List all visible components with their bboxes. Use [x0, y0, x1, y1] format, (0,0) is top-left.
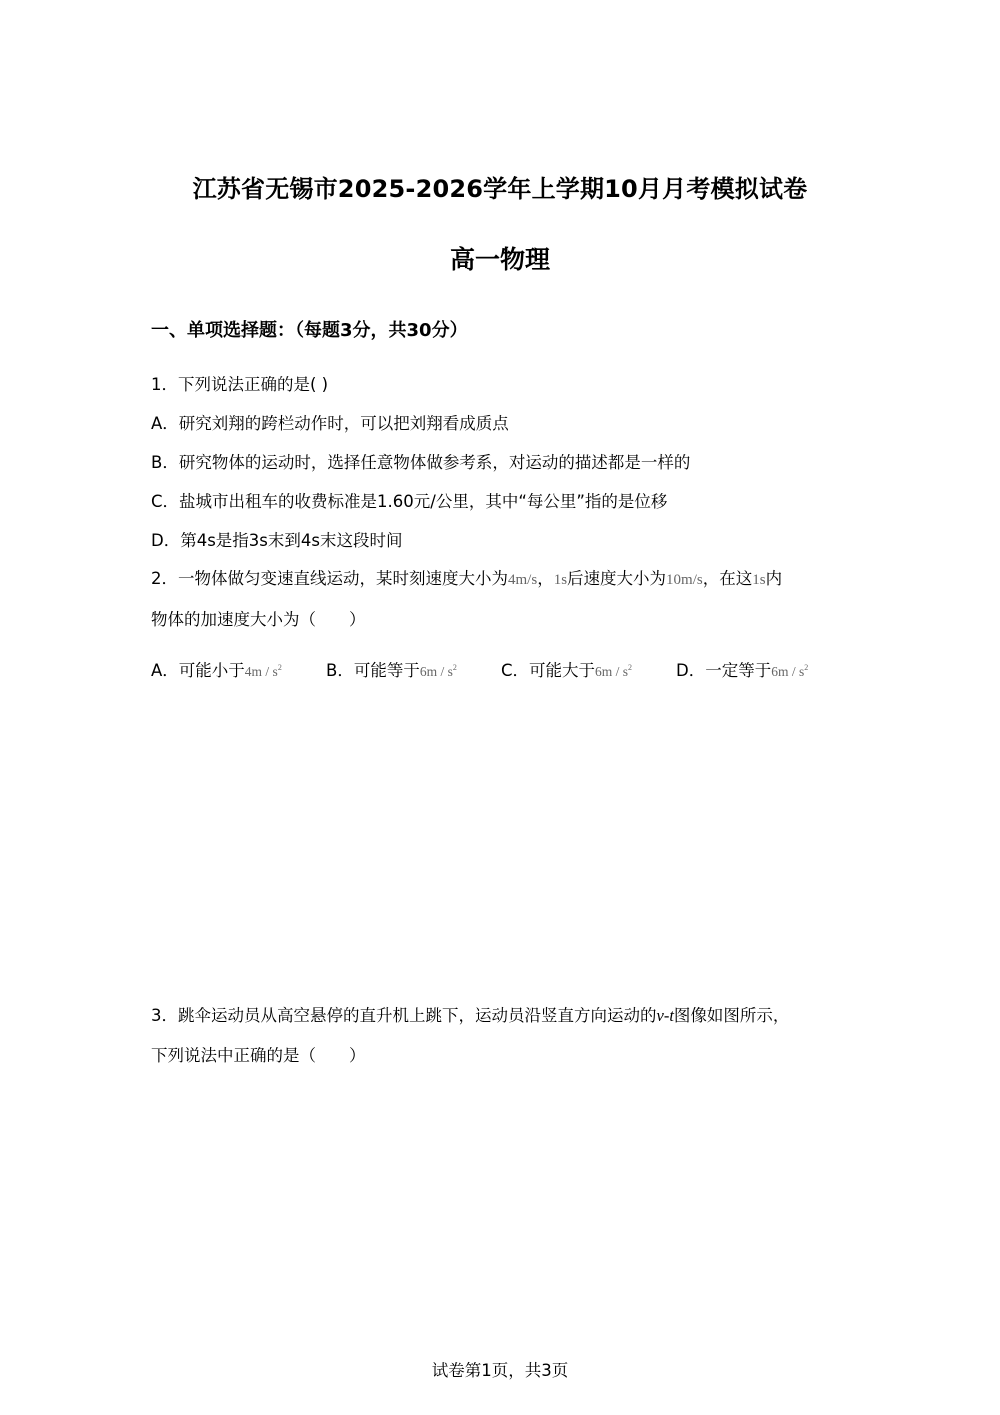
q2-option-c	[501, 657, 676, 681]
q3-stem-text2: 图像如图所示，	[673, 1006, 790, 1025]
q2-option-a-value: $4m / s^2$	[244, 663, 282, 679]
q3-stem-line2: 下列说法中正确的是（ ）	[151, 1046, 366, 1065]
q1-option-a: A．研究刘翔的跨栏动作时，可以把刘翔看成质点	[151, 414, 509, 433]
q2-option-c-value: $6m / s^2$	[595, 663, 633, 679]
q2-option-b-label: B．可能等于	[326, 661, 420, 680]
q2-option-d	[676, 657, 808, 681]
q3-vt-symbol: v-t	[656, 1006, 674, 1025]
q1-stem: 1．下列说法正确的是( )	[151, 375, 329, 394]
q2-initial-velocity: 4m/s	[508, 572, 538, 588]
q2-stem-text3: ，在这	[702, 569, 753, 588]
q2-comma: ，	[537, 569, 554, 588]
q2-option-a	[151, 657, 326, 681]
q2-stem-line1	[151, 565, 782, 589]
q2-stem-text2: 后速度大小为	[567, 569, 667, 588]
q2-final-velocity: 10m/s	[666, 572, 703, 588]
q2-option-c-label: C．可能大于	[501, 661, 596, 680]
q2-options	[151, 657, 808, 681]
q2-option-b-value: $6m / s^2$	[419, 663, 457, 679]
q2-option-d-value: $6m / s^2$	[771, 663, 809, 679]
q2-time: 1s	[553, 572, 568, 588]
q2-option-b	[326, 657, 501, 681]
q2-time2: 1s	[752, 572, 766, 588]
page-footer: 试卷第1页，共3页	[431, 1361, 569, 1380]
q2-stem-line2: 物体的加速度大小为（ ）	[151, 610, 366, 629]
q2-option-a-label: A．可能小于	[151, 661, 245, 680]
q1-option-d: D．第4s是指3s末到4s末这段时间	[151, 531, 403, 550]
q1-option-c: C．盐城市出租车的收费标准是1.60元/公里，其中“每公里”指的是位移	[151, 492, 668, 511]
section-heading: 一、单项选择题：（每题3分，共30分）	[151, 320, 468, 341]
exam-title: 江苏省无锡市2025-2026学年上学期10月月考模拟试卷	[192, 175, 808, 203]
q2-stem-text: 2．一物体做匀变速直线运动，某时刻速度大小为	[151, 569, 508, 588]
q3-stem-text: 3．跳伞运动员从高空悬停的直升机上跳下，运动员沿竖直方向运动的	[151, 1006, 657, 1025]
q3-stem-line1	[151, 1002, 789, 1026]
q2-option-d-label: D．一定等于	[676, 661, 772, 680]
q1-option-b: B．研究物体的运动时，选择任意物体做参考系，对运动的描述都是一样的	[151, 453, 691, 472]
subject-title: 高一物理	[449, 245, 550, 274]
q2-stem-text4: 内	[765, 569, 783, 588]
